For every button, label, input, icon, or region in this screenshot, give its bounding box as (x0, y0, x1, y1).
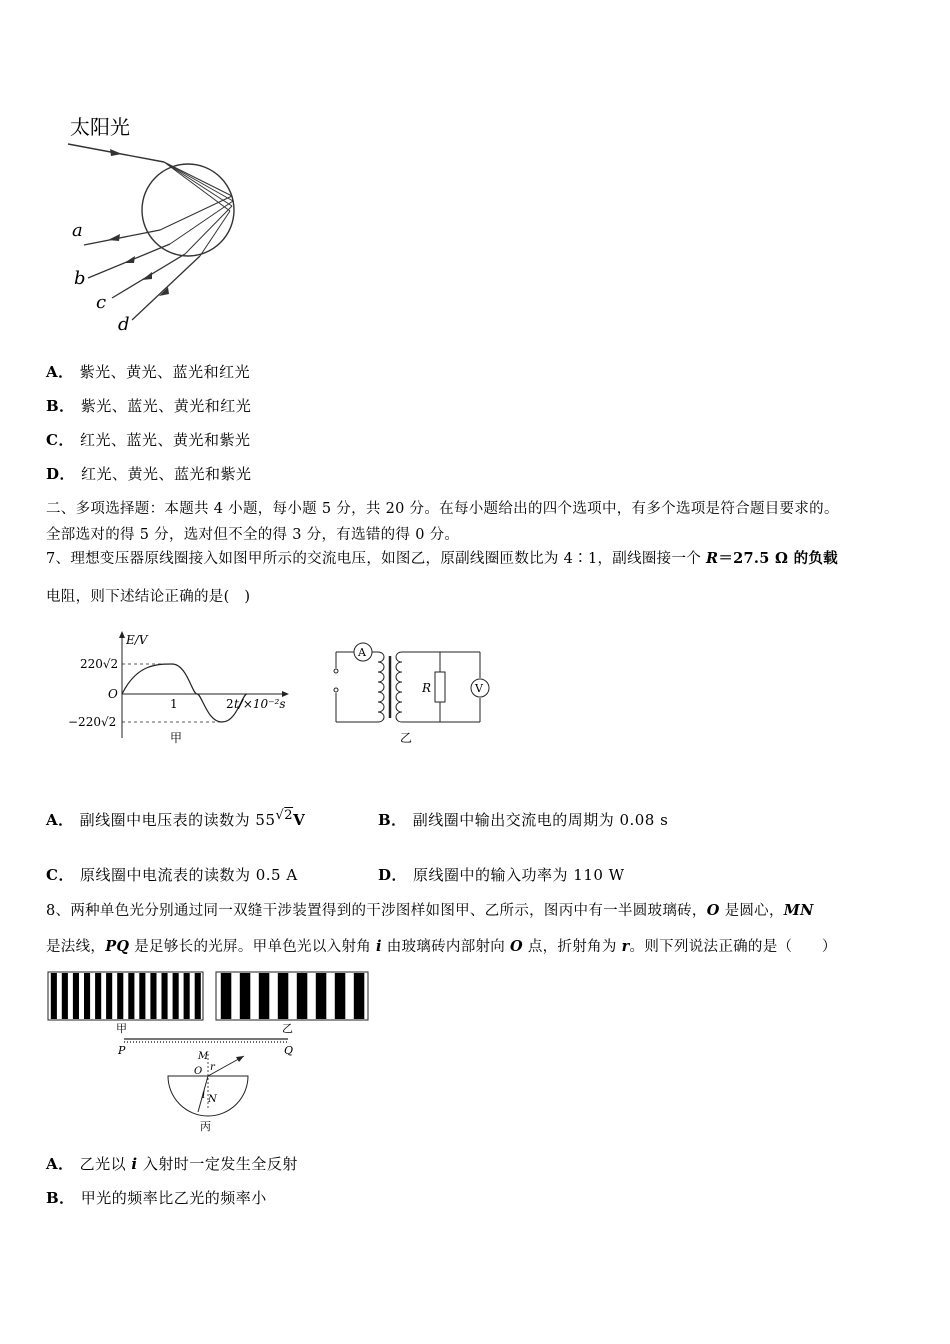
q8-stem-text: 点，折射角为 (522, 939, 622, 955)
screen-p-label: P (118, 1044, 126, 1057)
fringe-stripe (117, 973, 123, 1019)
option-text: 原线圈中的输入功率为 110 W (413, 866, 625, 884)
q7-var-r: R (706, 550, 719, 567)
rainbow-droplet-figure (60, 108, 260, 340)
fringe-stripe (62, 973, 68, 1019)
fringe-stripe (278, 973, 289, 1019)
q8-stem-line2 (46, 935, 837, 956)
q7-option-d (378, 864, 625, 885)
fringe-stripe (259, 973, 270, 1019)
sqrt-symbol: √ (275, 808, 285, 823)
option-var-i: i (131, 1155, 138, 1173)
ray-label-b: b (74, 268, 86, 289)
q7-stem-line2: 电阻，则下述结论正确的是( ) (46, 589, 251, 605)
transformer-circuit-diagram (330, 638, 500, 748)
interference-patterns-diagram (46, 968, 376, 1136)
option-key: D． (378, 866, 408, 884)
option-unit: V (293, 811, 306, 829)
q8-stem-text-a: 8、两种单色光分别通过同一双缝干涉装置得到的干涉图样如图甲、乙所示，图丙中有一半圆玻璃砖， (46, 903, 707, 919)
option-text: 入射时一定发生全反射 (137, 1155, 298, 1173)
angle-r-label: r (210, 1062, 215, 1073)
option-key: A． (46, 363, 74, 381)
fringe-stripe (335, 973, 346, 1019)
q6-option-d (46, 463, 252, 484)
fringe-stripe (195, 973, 201, 1019)
option-text: 红光、蓝光、黄光和紫光 (79, 431, 251, 449)
q8-stem-text: 。则下列说法正确的是（ ） (629, 939, 837, 955)
q8-option-a (46, 1153, 298, 1174)
q7-stem-text-a: 7、理想变压器原线圈接入如图甲所示的交流电压，如图乙，原副线圈匝数比为 4∶1，副线圈接一个 (46, 551, 706, 567)
q8-stem-text-b: 是圆心， (719, 903, 784, 919)
option-text: 紫光、黄光、蓝光和红光 (79, 363, 251, 381)
y-axis-label: E/V (126, 633, 148, 647)
q7-voltage-graph (62, 628, 302, 748)
option-text: 乙光以 (79, 1155, 132, 1173)
q7-stem-text-b: ＝27.5 Ω 的负载 (718, 550, 838, 567)
resistor-symbol (435, 672, 445, 702)
pattern-jia-label: 甲 (116, 1022, 127, 1035)
x-axis-unit: t/×10⁻²s (234, 697, 286, 711)
q8-option-b (46, 1187, 267, 1208)
fringe-stripe (221, 973, 232, 1019)
fringe-stripe (173, 973, 179, 1019)
option-text: 副线圈中输出交流电的周期为 0.08 s (412, 811, 669, 829)
origin-label: O (108, 687, 118, 701)
primary-coil (378, 652, 384, 722)
option-text: 红光、黄光、蓝光和紫光 (81, 465, 252, 483)
x-tick-1: 1 (170, 697, 178, 711)
sine-curve (122, 664, 247, 722)
section2-line2: 全部选对的得 5 分，选对但不全的得 3 分，有选错的得 0 分。 (46, 527, 460, 543)
fringe-stripe (316, 973, 327, 1019)
fringe-stripe (106, 973, 112, 1019)
option-text: 原线圈中电流表的读数为 0.5 A (79, 866, 298, 884)
ammeter-label: A (358, 646, 366, 659)
fringe-stripe (150, 973, 156, 1019)
option-text: 紫光、蓝光、黄光和红光 (80, 397, 252, 415)
ray-a (84, 230, 160, 245)
option-key: A． (46, 1155, 74, 1173)
resistor-label: R (422, 681, 432, 695)
q7-transformer-circuit (330, 638, 500, 748)
pattern-yi-label: 乙 (282, 1022, 293, 1035)
q8-var-pq: PQ (105, 938, 130, 955)
q8-var-mn: MN (783, 902, 814, 919)
q8-stem-text: 由玻璃砖内部射向 (381, 939, 510, 955)
fringe-stripe (354, 973, 365, 1019)
q8-stem-text: 是法线， (46, 939, 106, 955)
secondary-coil (396, 652, 402, 722)
option-key: C． (46, 431, 74, 449)
sqrt-radicand: 2 (284, 808, 294, 823)
q7-option-a (46, 809, 305, 830)
option-key: B． (46, 397, 75, 415)
q7-stem-line1 (46, 547, 838, 568)
option-key: D． (46, 465, 76, 483)
fringe-stripe (139, 973, 145, 1019)
q8-var-r: r (621, 938, 630, 955)
ray-label-d: d (118, 314, 130, 335)
ray-label-c: c (96, 292, 107, 313)
option-key: B． (378, 811, 407, 829)
q8-stem-line1 (46, 899, 814, 920)
option-key: A． (46, 811, 74, 829)
option-key: B． (46, 1189, 75, 1207)
option-key: C． (46, 866, 74, 884)
q6-option-a (46, 361, 250, 382)
q8-var-o: O (510, 938, 523, 955)
angle-i-label: i (202, 1090, 206, 1101)
q6-option-c (46, 429, 250, 450)
fringe-stripe (128, 973, 134, 1019)
circuit-caption-yi: 乙 (400, 731, 413, 745)
q7-option-c (46, 864, 298, 885)
fringe-stripe (240, 973, 251, 1019)
q8-stem-text: 是足够长的光屏。甲单色光以入射角 (129, 939, 376, 955)
y-max-label: 220√2 (80, 657, 119, 671)
section2-line1: 二、多项选择题：本题共 4 小题，每小题 5 分，共 20 分。在每小题给出的四个选项中，有多个选项是符合题目要求的。 (46, 501, 839, 517)
voltmeter-label: V (475, 682, 483, 695)
fringe-stripe (184, 973, 190, 1019)
fringe-stripe (84, 973, 90, 1019)
q8-var-o: O (706, 902, 720, 919)
q8-var-i: i (375, 938, 382, 955)
graph-caption-jia: 甲 (170, 731, 183, 745)
figure-bing-label: 丙 (200, 1120, 211, 1133)
point-m-label: M (198, 1051, 209, 1062)
fringe-stripe (73, 973, 79, 1019)
ray-label-a: a (72, 220, 83, 241)
x-tick-2: 2 (226, 697, 234, 711)
point-n-label: N (208, 1094, 217, 1105)
point-o-label: O (194, 1066, 203, 1077)
fringe-stripe (51, 973, 57, 1019)
fringe-stripe (162, 973, 168, 1019)
fringe-stripe (297, 973, 308, 1019)
rainbow-droplet-diagram (60, 108, 260, 340)
q8-interference-figure (46, 968, 376, 1136)
option-text: 副线圈中电压表的读数为 55 (79, 811, 276, 829)
incoming-arrow (110, 149, 122, 156)
q6-option-b (46, 395, 251, 416)
q7-option-b (378, 809, 668, 830)
pattern-jia-frame (48, 972, 203, 1020)
voltage-sine-graph (62, 628, 302, 748)
y-min-label: −220√2 (68, 715, 117, 729)
fringe-stripe (95, 973, 101, 1019)
option-text: 甲光的频率比乙光的频率小 (80, 1189, 267, 1207)
screen-q-label: Q (284, 1044, 294, 1057)
sunlight-label: 太阳光 (70, 115, 130, 139)
